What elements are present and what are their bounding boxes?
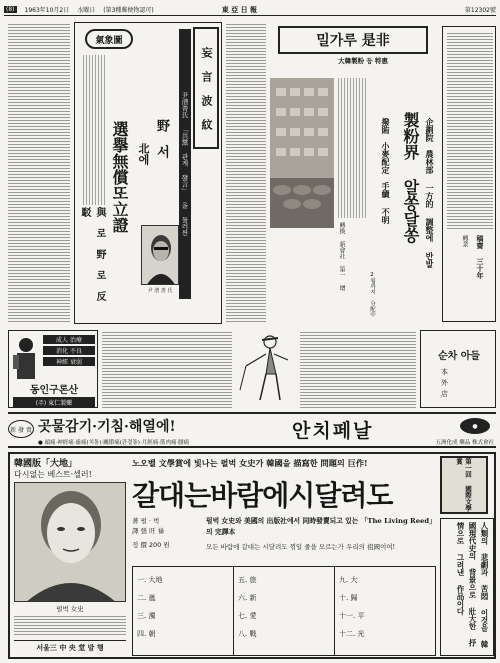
ad-sindong-line-1: 成人 治療 xyxy=(43,335,95,344)
ad-book-title: 갈대는바람에시달려도 xyxy=(132,479,393,512)
portrait-icon xyxy=(142,226,179,285)
medicine-man-icon xyxy=(11,335,41,385)
contents-item: 七. 愛 xyxy=(238,612,257,620)
article-text xyxy=(81,55,107,205)
ad-anchipein-product: 안치페날 xyxy=(292,420,374,442)
ad-anchipein-subline: ● 頭痛·神經痛·齒痛(치통)·關節痛(관절통)·月經痛·筋肉痛·腰痛 xyxy=(38,440,190,446)
photo-woman-portrait xyxy=(14,482,126,602)
contents-item: 八. 戰 xyxy=(238,630,257,638)
ad-sindong-line-2: 消化 不良 xyxy=(43,346,95,355)
main-headline: 選擧無償또立證 xyxy=(110,121,129,233)
masthead xyxy=(4,4,496,16)
ad-book-credit-2: 譯 張 旺 祿 xyxy=(132,527,165,535)
contents-item: 六. 新 xyxy=(238,594,257,602)
photo-portrait xyxy=(141,225,179,285)
warehouse-icon xyxy=(270,78,334,228)
contents-item: 十二. 光 xyxy=(339,630,365,638)
photo-caption: 尹 潽 善 氏 xyxy=(147,288,173,294)
registration: (第3種郵便物認可) xyxy=(103,7,154,14)
farmer-icon xyxy=(236,330,296,408)
page-number: (8) xyxy=(6,6,15,13)
body-text-column-4 xyxy=(300,330,416,408)
ad-book-top-left-1: 韓國版「大地」 xyxy=(14,459,78,469)
illustration-farmer xyxy=(236,330,296,408)
contents-item: 三. 濁 xyxy=(137,612,156,620)
photo-building xyxy=(270,78,334,228)
ad-sindong-brand: 동인구론산 xyxy=(29,384,79,396)
right-caption-1: 稿齋 三十年 xyxy=(476,235,485,279)
ad-book-credit-1: 著 펄 · 벅 xyxy=(132,517,160,525)
article-flour xyxy=(270,22,496,324)
flour-headline-side-1: 企劃院 農林部 一方的 調整에 반발 xyxy=(425,118,435,268)
ad-right-small xyxy=(420,330,496,408)
ad-sindong-footer: (주) 東仁製藥 xyxy=(13,397,95,407)
body-text-column-2 xyxy=(226,22,266,322)
contents-item: 四. 朝 xyxy=(137,630,156,638)
flour-kicker-sub: 大韓製粉 등 特惠 xyxy=(338,57,388,65)
ad-book-subtitle-1: 펄벅 女史와 美國의 出版社에서 同時發賣되고 있는 「The Living Reed」의 完譯本 xyxy=(206,517,436,536)
ad-anchipein-headline: 곳물감기·기침·해열에! xyxy=(38,419,176,435)
woman-portrait-icon xyxy=(15,483,126,602)
contents-item: 五. 旅 xyxy=(238,576,257,584)
ad-right-small-line-2: 外 xyxy=(441,379,448,387)
contents-col-2 xyxy=(234,567,335,655)
ad-sindong-lines xyxy=(43,335,95,366)
ad-right-small-line-3: 店 xyxy=(441,390,448,398)
right-panel-text xyxy=(447,31,493,231)
flour-headline-side-2: 撥賄 小麥配定 手續 不明 xyxy=(381,118,391,224)
ad-book-left-text xyxy=(14,614,126,636)
sub-headline: 與 로 野 로 反 駁 xyxy=(79,207,105,301)
flour-kicker: 밀가루 是非 xyxy=(278,26,428,54)
series-subtitle: 尹潽善氏 「共黨 관계 發言」 을 둘러싼 xyxy=(179,29,191,299)
headline-1: 野 서 xyxy=(154,119,169,158)
date: 1963年10月2日 xyxy=(24,7,70,14)
issue-number: 第12302號 xyxy=(464,7,496,14)
ad-book-bottom-left: 서울三 中 央 堂 발 행 xyxy=(14,640,126,654)
ad-book-top-left xyxy=(14,456,126,480)
contents-item: 十一. 平 xyxy=(339,612,365,620)
ad-right-small-lines xyxy=(441,367,481,400)
ad-book-right-blurb: 人類의 悲劇과 苦悶 이것을 韓國現代史의 背景으로 壯大한 抒情으로 그려낸 作品이다 xyxy=(440,518,494,656)
flour-side-label: 2월까지 分配中 xyxy=(369,272,375,317)
ad-book-credits xyxy=(132,516,202,550)
ad-sindong xyxy=(8,330,98,408)
ad-anchipein xyxy=(8,412,496,448)
flour-photo-caption: 轉換 新會社 第一 增 xyxy=(338,222,345,291)
ad-book xyxy=(8,452,496,659)
contents-item: 九. 大 xyxy=(339,576,358,584)
contents-col-3 xyxy=(335,567,435,655)
ad-anchipein-maker: 五洲化成 藥品 株式會社 xyxy=(435,440,494,446)
flour-headline-main: 製粉界 알쏭달쏭 xyxy=(401,112,420,243)
body-text-column-1 xyxy=(8,22,70,322)
headline-2: 北에 xyxy=(137,143,150,165)
ad-sindong-line-3: 神經 衰弱 xyxy=(43,357,95,366)
weather-label: 氣象圖 xyxy=(85,29,133,49)
flour-right-panel xyxy=(442,26,496,322)
flour-text-1 xyxy=(336,78,366,218)
contents-item: 十. 歸 xyxy=(339,594,358,602)
ad-right-small-title: 순차 아들 xyxy=(437,350,481,362)
article-yoon-statement xyxy=(74,22,222,324)
weekday: 水曜日 xyxy=(77,7,96,14)
right-caption-2: 轉業 xyxy=(461,235,468,247)
contents-col-1 xyxy=(133,567,234,655)
ad-anchipein-kicker: 新 發 賣 xyxy=(8,420,34,438)
ad-anchipein-logo xyxy=(460,418,490,434)
ad-book-contents xyxy=(132,566,436,656)
contents-item: 一. 大地 xyxy=(137,576,163,584)
ad-book-author-caption: 펄벅 女史 xyxy=(56,605,84,613)
contents-item: 二. 嵐 xyxy=(137,594,156,602)
ad-right-small-line-1: 本 xyxy=(441,368,448,376)
paper-name: 東 亞 日 報 xyxy=(221,5,258,14)
ad-book-price: 정 價 200 원 xyxy=(132,541,170,549)
ad-book-subtitle-2: 모든 바람에 갈대는 시달려도 꺾일 줄을 모르는가 우리의 祖國이여! xyxy=(206,543,396,551)
ad-book-top-left-2: 다시없는 베스트·셀러! xyxy=(14,470,92,479)
series-title: 妄 言 波 紋 xyxy=(193,27,219,149)
body-text-column-3 xyxy=(102,330,232,408)
ad-book-stamp: 第一回 國際文學賞 xyxy=(440,456,488,514)
logo-mark-icon: ● xyxy=(472,422,478,430)
ad-book-kicker: 노오벨 文學賞에 빛나는 펄벅 女史가 韓國을 描寫한 問題의 巨作! xyxy=(132,458,368,468)
